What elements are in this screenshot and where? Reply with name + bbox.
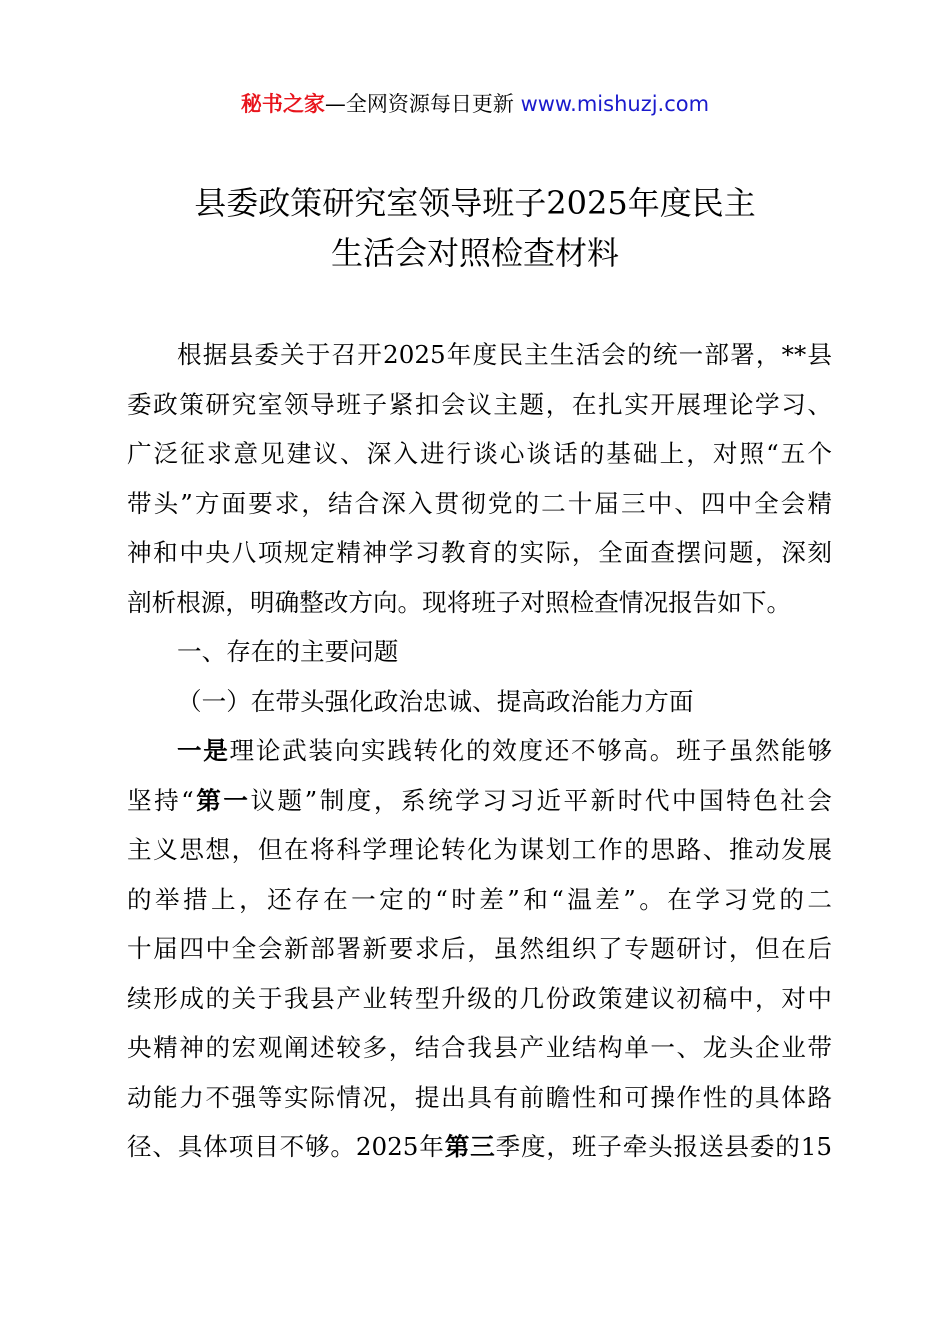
text-line: 根据县委关于召开2025年度民主生活会的统一部署，**县 [177,340,832,369]
text-line: 续形成的关于我县产业转型升级的几份政策建议初稿中，对中 [127,983,832,1013]
document-body [127,330,832,1172]
document-title [120,178,830,278]
text-line: 主义思想，但在将科学理论转化为谋划工作的思路、推动发展 [127,835,832,864]
text-line: 带头”方面要求，结合深入贯彻党的二十届三中、四中全会精 [127,488,832,518]
subsection-heading: （一）在带头强化政治忠诚、提高政治能力方面 [177,686,694,716]
text-line: 剖析根源，明确整改方向。现将班子对照检查情况报告如下。 [127,587,792,617]
text-line: 神和中央八项规定精神学习教育的实际，全面查摆问题，深刻 [127,538,832,567]
problem-paragraph-1 [127,726,832,1172]
document-title-line-2: 生活会对照检查材料 [330,234,619,272]
header-tagline: —全网资源每日更新 [324,92,521,116]
document-title-line-1: 县委政策研究室领导班子2025年度民主 [194,184,756,222]
text-line: 坚持“第一议题”制度，系统学习习近平新时代中国特色社会 [127,785,832,815]
site-header [0,86,950,122]
text-line: 的举措上，还存在一定的“时差”和“温差”。在学习党的二 [127,884,832,914]
text-line: 动能力不强等实际情况，提出具有前瞻性和可操作性的具体路 [127,1082,832,1112]
section-heading: 一、存在的主要问题 [177,637,399,666]
text-line: 一是理论武装向实践转化的效度还不够高。班子虽然能够 [177,736,832,765]
intro-paragraph [127,330,832,627]
brand-name: 秘书之家 [240,92,325,116]
bold-term: 第三 [444,1132,496,1161]
site-url-link[interactable]: www.mishuzj.com [520,92,710,116]
bold-term: 第一 [193,785,251,815]
bold-lead: 一是 [177,736,230,765]
text-line: 径、具体项目不够。2025年第三季度，班子牵头报送县委的15 [127,1132,832,1161]
text-line: 广泛征求意见建议、深入进行谈心谈话的基础上，对照“五个 [127,439,832,468]
text-line: 央精神的宏观阐述较多，结合我县产业结构单一、龙头企业带 [127,1033,832,1062]
text-line: 十届四中全会新部署新要求后，虽然组织了专题研讨，但在后 [127,934,832,963]
text-line: 委政策研究室领导班子紧扣会议主题，在扎实开展理论学习、 [127,389,832,419]
